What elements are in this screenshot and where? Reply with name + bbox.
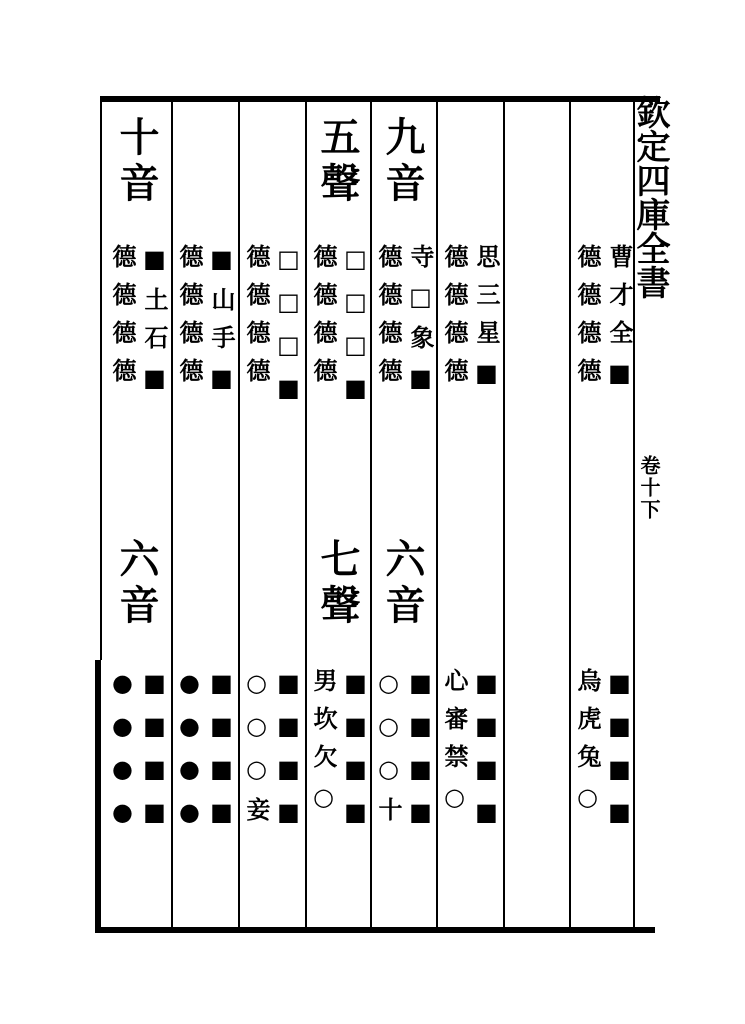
col-top-right: □□□■ [274, 244, 303, 416]
col-top-left: 德德德德 [573, 244, 602, 396]
col-top-label: 五聲 [314, 116, 361, 208]
col-bottom-left: ○○○十 [374, 668, 403, 835]
col-top-left: 德德德德 [309, 244, 338, 396]
col-top-left: 德德德德 [440, 244, 469, 396]
col-bottom-label: 七聲 [314, 538, 361, 630]
left-border [95, 660, 101, 930]
col-bottom-left: 男坎欠○ [309, 668, 338, 825]
col-bottom-right: ■■■■ [605, 668, 634, 840]
column-5 [372, 108, 436, 928]
col-bottom-right: ■■■■ [341, 668, 370, 840]
col-bottom-left: ○○○妾 [242, 668, 271, 835]
col-bottom-left: ●●●● [108, 668, 137, 840]
col-top-right: □□□■ [341, 244, 370, 416]
book-title: 欽定四庫全書 [630, 95, 670, 299]
col-top-left: 德德德德 [242, 244, 271, 396]
col-top-label: 九音 [379, 116, 426, 208]
col-top-left: 德德德德 [108, 244, 137, 396]
volume-label: 卷十下 [637, 455, 661, 521]
col-top-right: 思三星■ [472, 244, 501, 401]
column-8 [173, 108, 237, 928]
column-7 [240, 108, 304, 928]
col-top-right: ■土石■ [140, 244, 169, 406]
column-4 [438, 108, 502, 928]
col-bottom-right: ■■■■ [406, 668, 435, 840]
col-top-left: 德德德德 [175, 244, 204, 396]
col-bottom-label: 六音 [379, 538, 426, 630]
col-bottom-right: ■■■■ [274, 668, 303, 840]
col-top-label: 十音 [113, 116, 160, 208]
left-border-upper [100, 100, 102, 660]
column-6 [307, 108, 371, 928]
column-9 [104, 108, 168, 928]
col-divider [503, 102, 505, 928]
col-bottom-left: ●●●● [175, 668, 204, 840]
col-bottom-label: 六音 [113, 538, 160, 630]
column-2 [571, 108, 635, 928]
col-top-left: 德德德德 [374, 244, 403, 396]
col-top-right: 寺□象■ [406, 244, 435, 406]
col-bottom-right: ■■■■ [472, 668, 501, 840]
col-top-right: 曹才全■ [605, 244, 634, 401]
col-bottom-left: 烏虎兔○ [573, 668, 602, 825]
col-bottom-left: 心審禁○ [440, 668, 469, 825]
col-top-right: ■山手■ [207, 244, 236, 406]
top-border [100, 96, 660, 102]
col-bottom-right: ■■■■ [140, 668, 169, 840]
col-bottom-right: ■■■■ [207, 668, 236, 840]
